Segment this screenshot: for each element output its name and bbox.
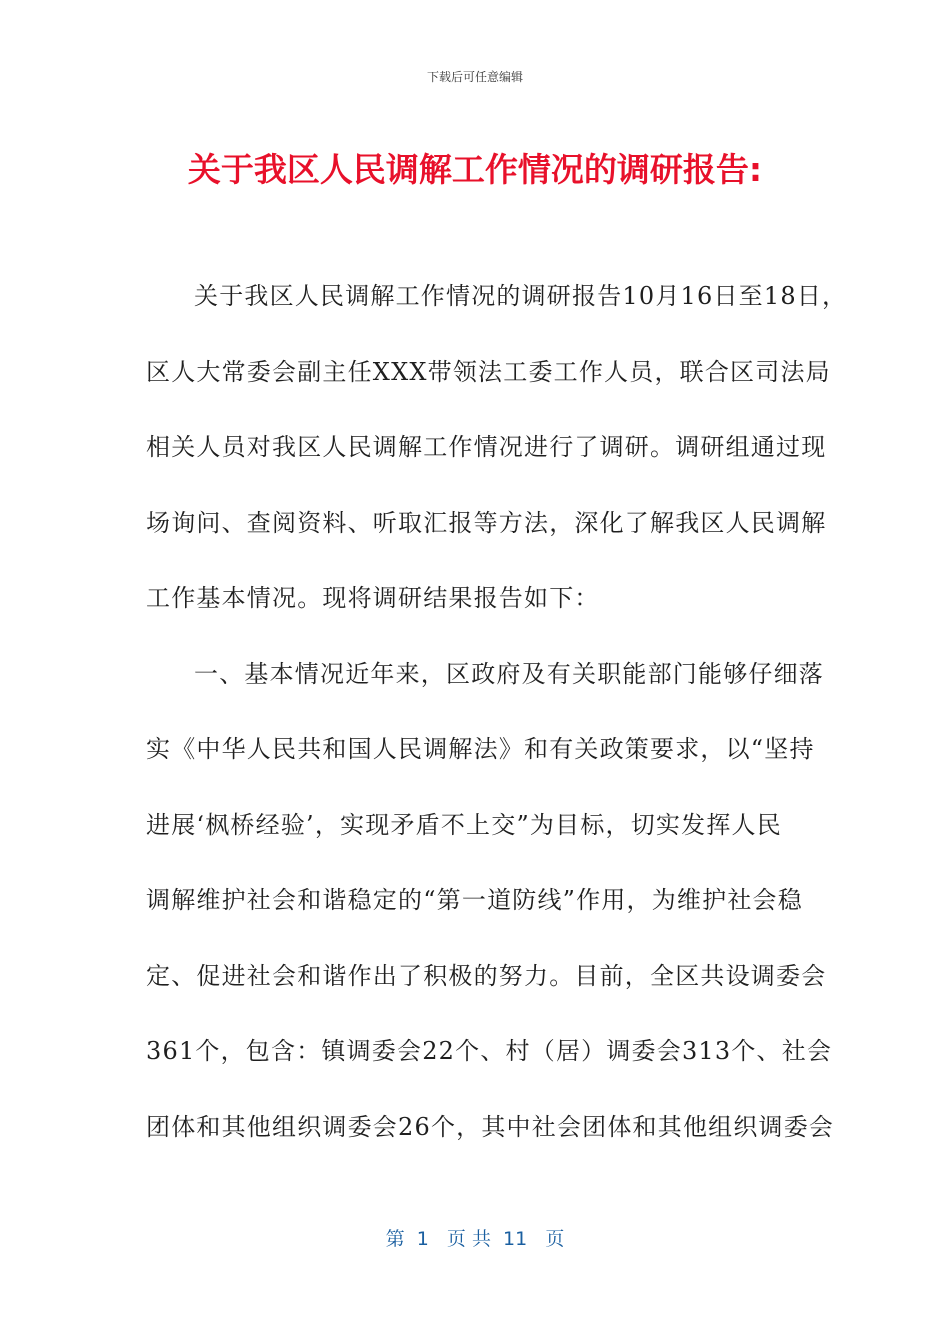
paragraph-line: 关于我区人民调解工作情况的调研报告10月16日至18日， (194, 282, 848, 310)
document-body (146, 276, 848, 1182)
paragraph-line: 调解维护社会和谐稳定的“第一道防线”作用，为维护社会稳 (146, 886, 803, 914)
paragraph-line: 361个，包含：镇调委会22个、村（居）调委会313个、社会 (146, 1037, 833, 1065)
header-note: 下载后可任意编辑 (426, 70, 523, 84)
paragraph-line: 一、基本情况近年来，区政府及有关职能部门能够仔细落 (194, 659, 824, 688)
paragraph-line: 团体和其他组织调委会26个，其中社会团体和其他组织调委会 (146, 1112, 835, 1141)
paragraph-line: 区人大常委会副主任XXX带领法工委工作人员，联合区司法局 (146, 357, 831, 386)
paragraph-line: 场询问、查阅资料、听取汇报等方法，深化了解我区人民调解 (146, 508, 827, 537)
paragraph-line: 定、促进社会和谐作出了积极的努力。目前，全区共设调委会 (146, 961, 827, 990)
paragraph-line: 相关人员对我区人民调解工作情况进行了调研。调研组通过现 (146, 433, 827, 461)
paragraph-line: 实《中华人民共和国人民调解法》和有关政策要求，以“坚持 (146, 735, 815, 763)
page-number-footer: 第 1 页 共 11 页 (385, 1228, 565, 1250)
paragraph-line: 工作基本情况。现将调研结果报告如下： (146, 584, 600, 612)
document-title: 关于我区人民调解工作情况的调研报告: (187, 150, 763, 189)
paragraph-line: 进展‘枫桥经验’，实现矛盾不上交”为目标，切实发挥人民 (146, 810, 782, 839)
